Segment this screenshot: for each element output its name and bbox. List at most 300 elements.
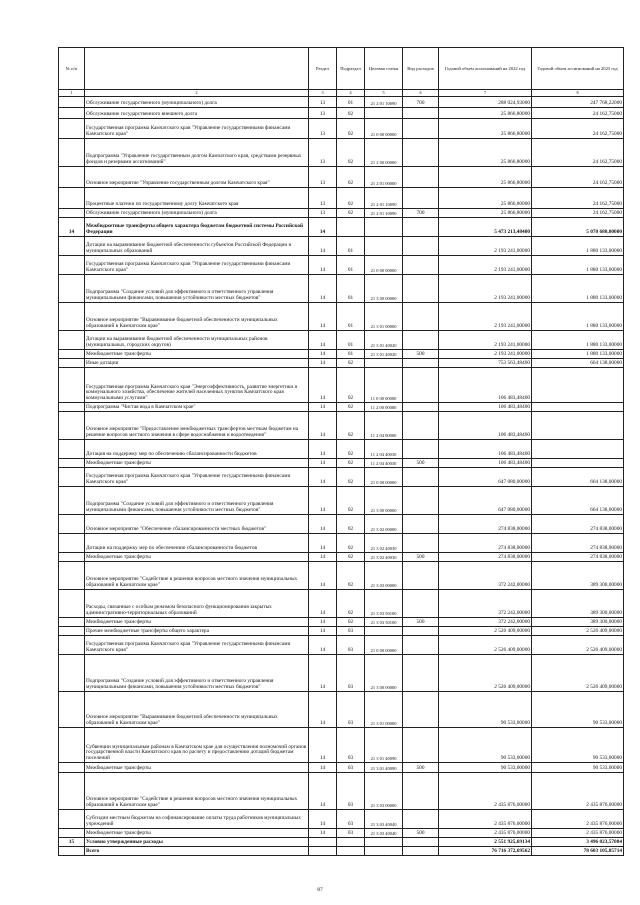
subsection-cell: 02 <box>337 403 365 412</box>
row-name-cell: Основное мероприятие "Предоставление межбюджетных трансфертов местным бюджетам на решение вопросов местного значения в сфере водоснабжения и водоотведения" <box>85 412 309 440</box>
expense-type-cell <box>403 403 439 412</box>
subsection-cell: 01 <box>337 237 365 256</box>
row-name-cell: Обслуживание государственного внешнего долга <box>85 108 309 119</box>
row-number-cell: 15 <box>59 838 85 847</box>
row-name-cell: Государственная программа Камчатского края "Управление государственными финансами Камчатского края" <box>85 636 309 655</box>
subsection-cell: 03 <box>337 636 365 655</box>
subsection-cell: 03 <box>337 763 365 773</box>
amount-2022-cell: 647 080,00000 <box>439 487 532 515</box>
amount-2023-cell: 1 880 133,00000 <box>532 237 624 256</box>
table-row <box>59 773 624 810</box>
target-article-cell: 21 3 03 50100 <box>365 590 403 618</box>
header-section: Раздел <box>309 48 337 90</box>
header-subsection: Подраздел <box>337 48 365 90</box>
column-number: 4 <box>337 90 365 97</box>
table-row <box>59 515 624 534</box>
target-article-cell: 21 2 00 00000 <box>365 139 403 167</box>
amount-2023-cell: 24 162,75000 <box>532 119 624 139</box>
expense-type-cell <box>403 810 439 829</box>
section-cell <box>309 838 337 847</box>
row-name-cell: Процентные платежи по государственному долгу Камчатского края <box>85 188 309 209</box>
row-name-cell: Прочие межбюджетные трансферты общего характера <box>85 627 309 636</box>
expense-type-cell: 500 <box>403 350 439 359</box>
amount-2022-cell: 2 193 241,00000 <box>439 350 532 359</box>
amount-2023-cell <box>532 459 624 468</box>
row-number-cell <box>59 692 85 728</box>
table-row <box>59 359 624 368</box>
section-cell: 14 <box>309 515 337 534</box>
target-article-cell: 11 2 04 40030 <box>365 459 403 468</box>
amount-2022-cell: 2 435 876,00000 <box>439 810 532 829</box>
section-cell <box>309 847 337 856</box>
table-row <box>59 350 624 359</box>
target-article-cell <box>365 108 403 119</box>
column-number: 6 <box>403 90 439 97</box>
subsection-cell: 03 <box>337 810 365 829</box>
table-row <box>59 303 624 331</box>
row-name-cell: Государственная программа Камчатского края "Энергоэффективность, развитие энергетики и коммунального хозяйства, обеспечение жителей населенных пунктов Камчатского края коммунальными услугами" <box>85 368 309 403</box>
amount-2023-cell: 2 435 876,00000 <box>532 810 624 829</box>
subsection-cell: 02 <box>337 618 365 627</box>
expense-type-cell <box>403 636 439 655</box>
expense-type-cell <box>403 487 439 515</box>
subsection-cell: 02 <box>337 368 365 403</box>
subsection-cell: 01 <box>337 97 365 108</box>
amount-2022-cell: 25 866,80000 <box>439 209 532 218</box>
expense-type-cell <box>403 188 439 209</box>
row-number-cell <box>59 303 85 331</box>
amount-2023-cell <box>532 412 624 440</box>
table-row <box>59 810 624 829</box>
expense-type-cell <box>403 412 439 440</box>
expense-type-cell <box>403 655 439 692</box>
row-number-cell <box>59 350 85 359</box>
subsection-cell: 02 <box>337 412 365 440</box>
amount-2023-cell: 664 138,00000 <box>532 468 624 487</box>
table-row <box>59 763 624 773</box>
expense-type-cell <box>403 368 439 403</box>
subsection-cell: 02 <box>337 440 365 459</box>
row-number-cell <box>59 468 85 487</box>
amount-2022-cell: 25 866,80000 <box>439 119 532 139</box>
table-row <box>59 218 624 237</box>
header-number: № п/п <box>59 48 85 90</box>
subsection-cell: 02 <box>337 459 365 468</box>
subsection-cell: 01 <box>337 275 365 303</box>
target-article-cell: 21 3 01 40020 <box>365 350 403 359</box>
target-article-cell <box>365 847 403 856</box>
subsection-cell: 03 <box>337 773 365 810</box>
column-number: 2 <box>85 90 309 97</box>
table-row <box>59 829 624 838</box>
expense-type-cell: 700 <box>403 209 439 218</box>
row-number-cell <box>59 119 85 139</box>
table-row <box>59 487 624 515</box>
row-number-cell: 14 <box>59 218 85 237</box>
expense-type-cell <box>403 237 439 256</box>
subsection-cell: 03 <box>337 627 365 636</box>
amount-2022-cell: 106 483,48400 <box>439 368 532 403</box>
section-cell: 14 <box>309 534 337 553</box>
row-number-cell <box>59 237 85 256</box>
target-article-cell <box>365 218 403 237</box>
expense-type-cell <box>403 440 439 459</box>
target-article-cell: 21 3 03 00000 <box>365 773 403 810</box>
amount-2023-cell: 274 838,00000 <box>532 534 624 553</box>
table-row <box>59 692 624 728</box>
section-cell: 14 <box>309 359 337 368</box>
target-article-cell: 21 3 00 00000 <box>365 655 403 692</box>
row-name-cell: Обслуживание государственного (муниципального) долга <box>85 209 309 218</box>
subsection-cell: 02 <box>337 119 365 139</box>
amount-2022-cell: 25 866,80000 <box>439 167 532 188</box>
row-number-cell <box>59 728 85 763</box>
row-name-cell: Основное мероприятие "Управление государственным долгом Камчатского края" <box>85 167 309 188</box>
section-cell: 13 <box>309 108 337 119</box>
row-name-cell: Основное мероприятие "Обеспечение сбалансированности местных бюджетов" <box>85 515 309 534</box>
section-cell: 13 <box>309 119 337 139</box>
amount-2022-cell: 2 193 241,00000 <box>439 237 532 256</box>
row-number-cell <box>59 655 85 692</box>
row-name-cell: Межбюджетные трансферты <box>85 459 309 468</box>
header-name <box>85 48 309 90</box>
row-number-cell <box>59 553 85 562</box>
table-row <box>59 534 624 553</box>
header-expense-type: Вид расходов <box>403 48 439 90</box>
target-article-cell: 21 3 02 40030 <box>365 553 403 562</box>
row-number-cell <box>59 534 85 553</box>
row-name-cell: Основное мероприятие "Выравнивание бюджетной обеспеченности муниципальных образований в Камчатском крае" <box>85 303 309 331</box>
expense-type-cell <box>403 773 439 810</box>
target-article-cell: 11 0 00 00000 <box>365 368 403 403</box>
row-number-cell <box>59 359 85 368</box>
amount-2022-cell: 25 866,80000 <box>439 188 532 209</box>
subsection-cell: 02 <box>337 359 365 368</box>
row-number-cell <box>59 331 85 350</box>
subsection-cell: 03 <box>337 829 365 838</box>
table-header-row <box>59 48 624 90</box>
row-number-cell <box>59 108 85 119</box>
amount-2022-cell: 372 242,00000 <box>439 590 532 618</box>
amount-2022-cell: 106 483,48400 <box>439 459 532 468</box>
section-cell: 14 <box>309 468 337 487</box>
target-article-cell: 21 2 01 10090 <box>365 97 403 108</box>
row-name-cell: Подпрограмма "Чистая вода в Камчатском крае" <box>85 403 309 412</box>
table-body <box>59 97 624 856</box>
expense-type-cell <box>403 728 439 763</box>
amount-2022-cell: 2 193 241,00000 <box>439 331 532 350</box>
expense-type-cell <box>403 303 439 331</box>
target-article-cell: 21 3 01 40090 <box>365 763 403 773</box>
subsection-cell <box>337 838 365 847</box>
header-amount-2022: Годовой объем ассигнований на 2022 год <box>439 48 532 90</box>
expense-type-cell <box>403 256 439 275</box>
amount-2022-cell: 372 242,00000 <box>439 618 532 627</box>
target-article-cell: 21 3 02 40030 <box>365 534 403 553</box>
section-cell: 14 <box>309 636 337 655</box>
subsection-cell: 01 <box>337 331 365 350</box>
amount-2022-cell: 372 242,00000 <box>439 562 532 590</box>
section-cell: 14 <box>309 275 337 303</box>
row-number-cell <box>59 256 85 275</box>
amount-2023-cell: 24 162,75000 <box>532 139 624 167</box>
row-name-cell: Обслуживание государственного (муниципального) долга <box>85 97 309 108</box>
row-name-cell: Основное мероприятие "Содействие в решении вопросов местного значения муниципальных образований в Камчатском крае" <box>85 562 309 590</box>
expense-type-cell <box>403 627 439 636</box>
table-row <box>59 655 624 692</box>
table-row <box>59 728 624 763</box>
expense-type-cell <box>403 534 439 553</box>
amount-2023-cell: 24 162,75000 <box>532 209 624 218</box>
column-number: 8 <box>532 90 624 97</box>
amount-2022-cell: 5 473 213,48400 <box>439 218 532 237</box>
target-article-cell: 21 3 03 50100 <box>365 618 403 627</box>
row-number-cell <box>59 139 85 167</box>
row-number-cell <box>59 590 85 618</box>
row-number-cell <box>59 487 85 515</box>
section-cell: 14 <box>309 773 337 810</box>
table-row <box>59 636 624 655</box>
expense-type-cell <box>403 692 439 728</box>
target-article-cell: 21 3 00 00000 <box>365 487 403 515</box>
expense-type-cell <box>403 847 439 856</box>
target-article-cell: 21 0 00 00000 <box>365 256 403 275</box>
table-row <box>59 468 624 487</box>
table-row <box>59 590 624 618</box>
subsection-cell: 02 <box>337 562 365 590</box>
amount-2023-cell: 389 300,00000 <box>532 562 624 590</box>
row-name-cell: Межбюджетные трансферты общего характера бюджетам бюджетной системы Российской Федерации <box>85 218 309 237</box>
target-article-cell: 21 2 01 00000 <box>365 167 403 188</box>
row-number-cell <box>59 459 85 468</box>
subsection-cell: 02 <box>337 139 365 167</box>
subsection-cell: 02 <box>337 468 365 487</box>
subsection-cell: 02 <box>337 590 365 618</box>
table-row <box>59 188 624 209</box>
column-number-row <box>59 90 624 97</box>
expense-type-cell <box>403 562 439 590</box>
amount-2022-cell: 2 193 241,00000 <box>439 256 532 275</box>
section-cell: 14 <box>309 237 337 256</box>
amount-2022-cell: 2 526 409,00000 <box>439 636 532 655</box>
amount-2023-cell: 274 838,00000 <box>532 515 624 534</box>
section-cell: 14 <box>309 810 337 829</box>
section-cell: 14 <box>309 627 337 636</box>
header-amount-2023: Годовой объем ассигнований на 2023 год <box>532 48 624 90</box>
section-cell: 14 <box>309 590 337 618</box>
target-article-cell <box>365 838 403 847</box>
expense-type-cell <box>403 331 439 350</box>
page-number: 87 <box>317 887 323 893</box>
amount-2022-cell: 274 838,00000 <box>439 553 532 562</box>
row-name-cell: Подпрограмма "Создание условий для эффективного и ответственного управления муниципальными финансами, повышения устойчивости местных бюджетов" <box>85 655 309 692</box>
amount-2023-cell: 389 300,00000 <box>532 618 624 627</box>
budget-allocation-table <box>58 47 624 856</box>
section-cell: 14 <box>309 487 337 515</box>
target-article-cell: 21 3 01 40020 <box>365 331 403 350</box>
row-number-cell <box>59 810 85 829</box>
section-cell: 14 <box>309 256 337 275</box>
table-row <box>59 553 624 562</box>
table-row <box>59 237 624 256</box>
expense-type-cell <box>403 838 439 847</box>
table-row <box>59 256 624 275</box>
row-name-cell: Иные дотации <box>85 359 309 368</box>
amount-2023-cell: 1 880 133,00000 <box>532 303 624 331</box>
section-cell: 14 <box>309 692 337 728</box>
amount-2023-cell: 247 768,22000 <box>532 97 624 108</box>
row-number-cell <box>59 829 85 838</box>
amount-2022-cell: 2 193 241,00000 <box>439 303 532 331</box>
table-row <box>59 459 624 468</box>
subsection-cell: 03 <box>337 655 365 692</box>
row-name-cell: Дотации на поддержку мер по обеспечению сбалансированности бюджетов <box>85 534 309 553</box>
section-cell: 14 <box>309 331 337 350</box>
section-cell: 14 <box>309 562 337 590</box>
amount-2023-cell <box>532 368 624 403</box>
amount-2023-cell <box>532 440 624 459</box>
section-cell: 14 <box>309 459 337 468</box>
table-row <box>59 108 624 119</box>
row-number-cell <box>59 368 85 403</box>
row-name-cell: Дотации на выравнивание бюджетной обеспеченности субъектов Российской Федерации и муниципальных образований <box>85 237 309 256</box>
target-article-cell: 11 2 04 00000 <box>365 412 403 440</box>
target-article-cell: 21 3 00 00000 <box>365 275 403 303</box>
section-cell: 14 <box>309 412 337 440</box>
table-row <box>59 167 624 188</box>
row-name-cell: Подпрограмма "Создание условий для эффективного и ответственного управления муниципальными финансами, повышения устойчивости местных бюджетов" <box>85 487 309 515</box>
section-cell: 14 <box>309 440 337 459</box>
amount-2022-cell: 106 483,48400 <box>439 412 532 440</box>
expense-type-cell: 500 <box>403 553 439 562</box>
section-cell: 14 <box>309 303 337 331</box>
subsection-cell: 02 <box>337 553 365 562</box>
target-article-cell: 21 3 02 00000 <box>365 515 403 534</box>
row-name-cell: Условно утвержденные расходы <box>85 838 309 847</box>
subsection-cell: 03 <box>337 728 365 763</box>
table-row <box>59 618 624 627</box>
row-number-cell <box>59 209 85 218</box>
target-article-cell: 21 0 00 00000 <box>365 636 403 655</box>
expense-type-cell <box>403 590 439 618</box>
section-cell: 13 <box>309 167 337 188</box>
target-article-cell: 21 0 00 00000 <box>365 468 403 487</box>
subsection-cell: 02 <box>337 487 365 515</box>
section-cell: 13 <box>309 188 337 209</box>
amount-2023-cell: 389 300,00000 <box>532 590 624 618</box>
row-number-cell <box>59 403 85 412</box>
expense-type-cell <box>403 359 439 368</box>
row-name-cell: Межбюджетные трансферты <box>85 829 309 838</box>
row-number-cell <box>59 275 85 303</box>
amount-2022-cell: 90 533,00000 <box>439 692 532 728</box>
amount-2023-cell: 24 162,75000 <box>532 167 624 188</box>
row-number-cell <box>59 847 85 856</box>
subsection-cell: 03 <box>337 692 365 728</box>
row-number-cell <box>59 412 85 440</box>
amount-2022-cell: 2 526 409,00000 <box>439 627 532 636</box>
amount-2023-cell: 1 880 133,00000 <box>532 275 624 303</box>
row-name-cell: Государственная программа Камчатского края "Управление государственными финансами Камчатского края" <box>85 256 309 275</box>
table-row <box>59 275 624 303</box>
row-name-cell: Расходы, связанные с особым режимом безопасного функционирования закрытых административно-территориальных образований <box>85 590 309 618</box>
amount-2022-cell: 106 483,48400 <box>439 440 532 459</box>
section-cell: 14 <box>309 728 337 763</box>
amount-2022-cell: 106 483,48400 <box>439 403 532 412</box>
amount-2023-cell: 90 533,00000 <box>532 763 624 773</box>
subsection-cell <box>337 218 365 237</box>
expense-type-cell <box>403 167 439 188</box>
amount-2023-cell: 2 435 876,00000 <box>532 829 624 838</box>
row-name-cell: Государственная программа Камчатского края "Управление государственными финансами Камчатского края" <box>85 468 309 487</box>
table-row <box>59 368 624 403</box>
amount-2023-cell: 90 533,00000 <box>532 692 624 728</box>
column-number: 5 <box>365 90 403 97</box>
target-article-cell: 21 3 03 40040 <box>365 810 403 829</box>
target-article-cell: 21 3 03 00000 <box>365 562 403 590</box>
row-number-cell <box>59 636 85 655</box>
table-row <box>59 838 624 847</box>
row-number-cell <box>59 773 85 810</box>
table-row <box>59 847 624 856</box>
row-name-cell: Межбюджетные трансферты <box>85 618 309 627</box>
section-cell: 14 <box>309 829 337 838</box>
subsection-cell: 02 <box>337 515 365 534</box>
table-row <box>59 412 624 440</box>
expense-type-cell <box>403 275 439 303</box>
row-name-cell: Межбюджетные трансферты <box>85 763 309 773</box>
column-number: 7 <box>439 90 532 97</box>
row-number-cell <box>59 562 85 590</box>
expense-type-cell: 700 <box>403 97 439 108</box>
target-article-cell: 21 0 00 00000 <box>365 119 403 139</box>
target-article-cell <box>365 359 403 368</box>
table-row <box>59 331 624 350</box>
section-cell: 14 <box>309 403 337 412</box>
target-article-cell <box>365 237 403 256</box>
amount-2023-cell: 24 162,75000 <box>532 108 624 119</box>
subsection-cell: 02 <box>337 167 365 188</box>
expense-type-cell: 500 <box>403 829 439 838</box>
expense-type-cell: 500 <box>403 459 439 468</box>
target-article-cell: 21 3 01 00000 <box>365 692 403 728</box>
row-name-cell: Межбюджетные трансферты <box>85 350 309 359</box>
row-name-cell: Основное мероприятие "Содействие в решении вопросов местного значения муниципальных образований в Камчатском крае" <box>85 773 309 810</box>
subsection-cell: 02 <box>337 209 365 218</box>
section-cell: 14 <box>309 553 337 562</box>
expense-type-cell <box>403 119 439 139</box>
row-number-cell <box>59 763 85 773</box>
row-number-cell <box>59 618 85 627</box>
subsection-cell: 01 <box>337 350 365 359</box>
section-cell: 14 <box>309 655 337 692</box>
expense-type-cell <box>403 218 439 237</box>
amount-2022-cell: 90 533,00000 <box>439 728 532 763</box>
column-number: 3 <box>309 90 337 97</box>
row-number-cell <box>59 515 85 534</box>
section-cell: 14 <box>309 618 337 627</box>
amount-2022-cell: 2 435 876,00000 <box>439 829 532 838</box>
table-row <box>59 440 624 459</box>
section-cell: 14 <box>309 218 337 237</box>
subsection-cell: 02 <box>337 188 365 209</box>
amount-2022-cell: 2 526 409,00000 <box>439 655 532 692</box>
table-row <box>59 403 624 412</box>
amount-2023-cell: 274 838,00000 <box>532 553 624 562</box>
subsection-cell <box>337 847 365 856</box>
amount-2023-cell: 78 603 105,85714 <box>532 847 624 856</box>
table-row <box>59 562 624 590</box>
